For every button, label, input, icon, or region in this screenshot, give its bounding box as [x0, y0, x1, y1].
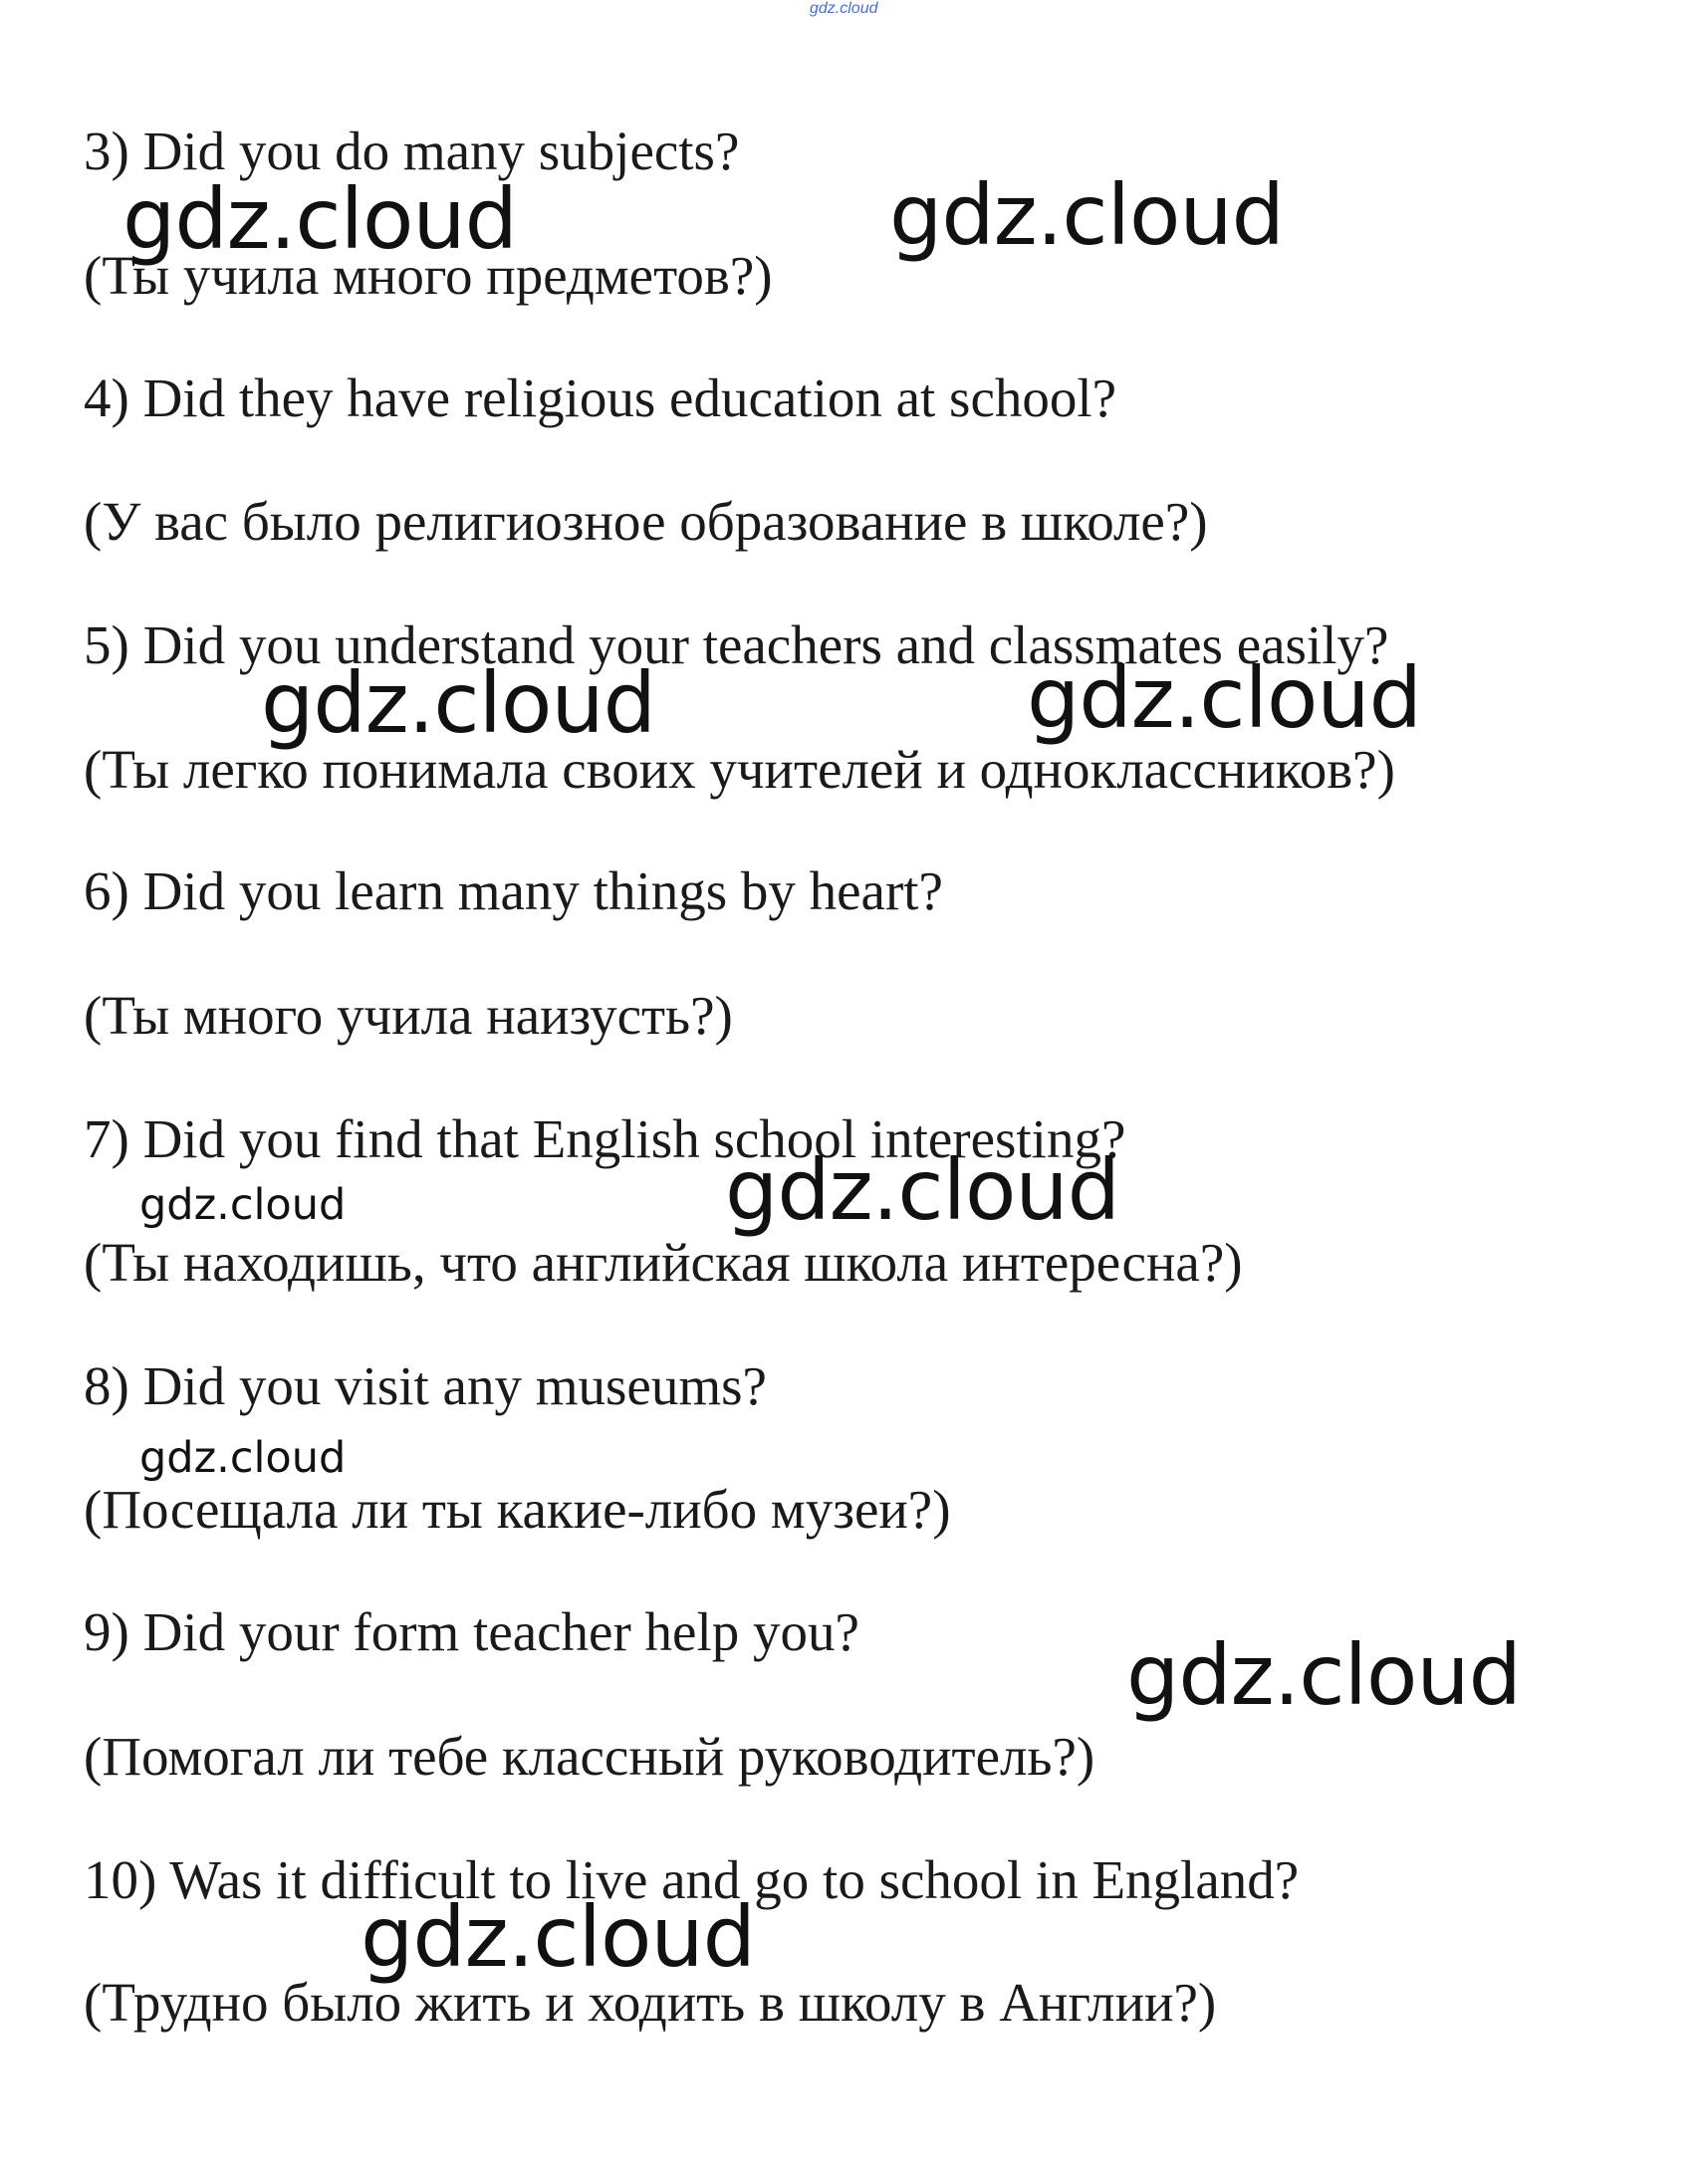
watermark: gdz.cloud: [1126, 1626, 1521, 1724]
site-watermark-top: gdz.cloud: [810, 0, 878, 17]
question-8-russian: (Посещала ли ты какие-либо музеи?): [84, 1479, 951, 1540]
question-4-russian: (У вас было религиозное образование в школе?): [84, 491, 1208, 552]
question-9-english: 9) Did your form teacher help you?: [84, 1601, 859, 1662]
watermark: gdz.cloud: [361, 1888, 755, 1986]
question-7-english: 7) Did you find that English school interesting?: [84, 1108, 1126, 1169]
question-7-russian: (Ты находишь, что английская школа интересна?): [84, 1232, 1243, 1293]
question-10-english: 10) Was it difficult to live and go to school in England?: [84, 1849, 1300, 1910]
question-5-russian: (Ты легко понимала своих учителей и одноклассников?): [84, 739, 1395, 800]
question-3-english: 3) Did you do many subjects?: [84, 121, 740, 181]
watermark: gdz.cloud: [725, 1141, 1119, 1239]
watermark: gdz.cloud: [139, 1433, 347, 1483]
watermark: gdz.cloud: [261, 654, 655, 752]
watermark: gdz.cloud: [889, 166, 1284, 264]
question-5-english: 5) Did you understand your teachers and classmates easily?: [84, 614, 1389, 675]
question-10-russian: (Трудно было жить и ходить в школу в Англии?): [84, 1972, 1217, 2033]
question-8-english: 8) Did you visit any museums?: [84, 1355, 767, 1416]
watermark: gdz.cloud: [139, 1180, 347, 1230]
question-4-english: 4) Did they have religious education at school?: [84, 367, 1117, 428]
question-6-russian: (Ты много учила наизусть?): [84, 985, 733, 1046]
question-3-russian: (Ты учила много предметов?): [84, 245, 773, 306]
watermark: gdz.cloud: [1027, 649, 1421, 747]
question-9-russian: (Помогал ли тебе классный руководитель?): [84, 1726, 1095, 1787]
question-6-english: 6) Did you learn many things by heart?: [84, 860, 943, 921]
watermark: gdz.cloud: [122, 170, 517, 268]
